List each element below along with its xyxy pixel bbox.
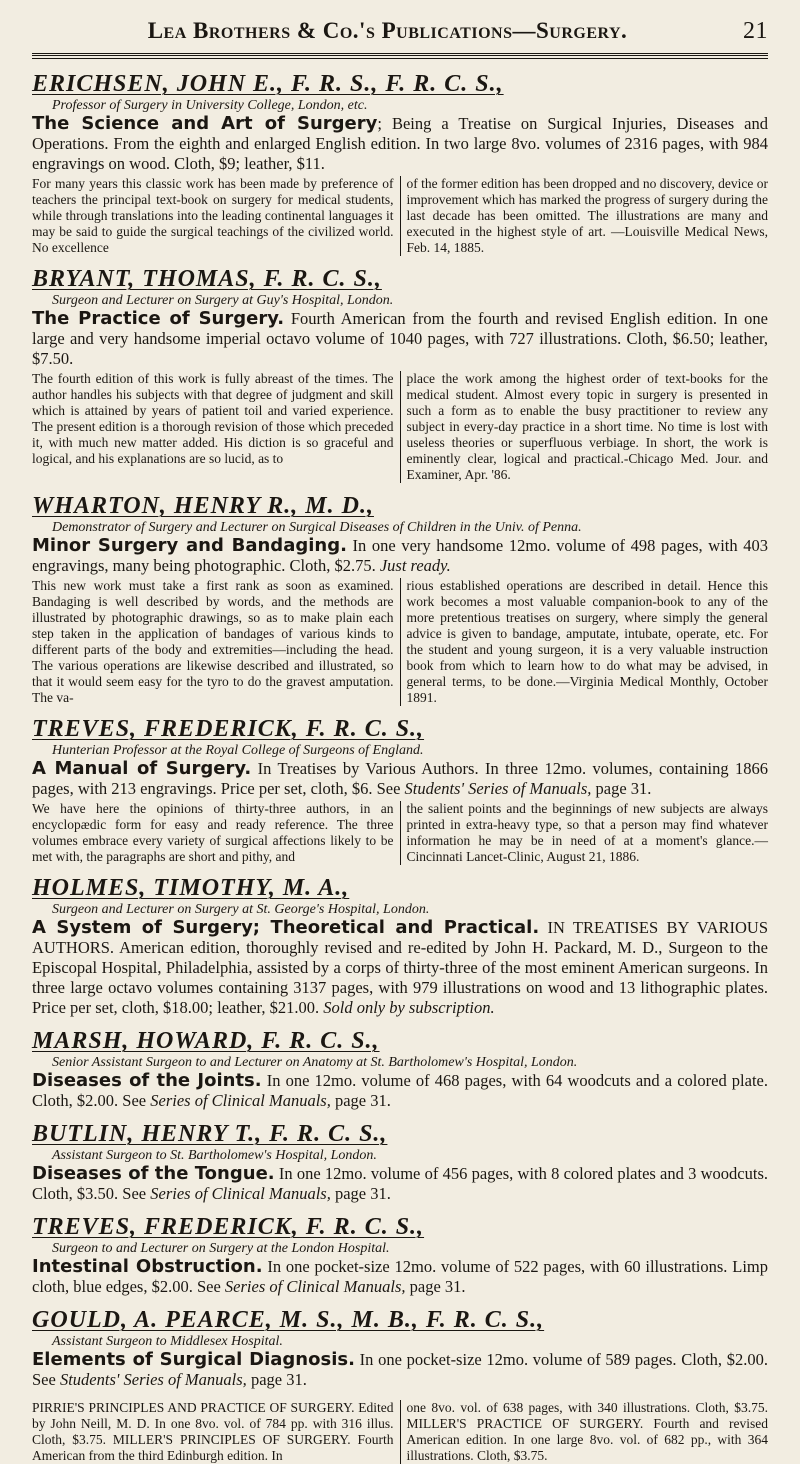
book-description (32, 309, 768, 369)
catalog-entry (32, 266, 768, 483)
book-note: Just ready. (379, 556, 451, 575)
author-name: ERICHSEN, JOHN E., F. R. S., F. R. C. S., (32, 71, 504, 97)
author-name: TREVES, FREDERICK, F. R. C. S., (32, 716, 425, 742)
book-note: Series of Clinical Manuals, (224, 1277, 406, 1296)
book-note: Students' Series of Manuals, (59, 1370, 247, 1389)
review-left-column: We have here the opinions of thirty-three authors, in an encyclopædic form for easy and ready reference. The three volumes embrace every variety of surgical affections likely to be met with, the paragraphs are short and pithy, and (32, 801, 401, 865)
review-right-column: the salient points and the beginnings of new subjects are always printed in extra-heavy type, so that a person may find whatever information he may be in need of at a moment's glance.—Cincinnati Lancet-Clinic, August 21, 1886. (406, 801, 768, 864)
book-title: The Science and Art of Surgery (32, 113, 378, 134)
review-left-column: The fourth edition of this work is fully abreast of the times. The author handles his subjects with that degree of judgment and skill which is attained by years of patient toil and varied experience. The present edition is a thorough revision of those which preceded it, with much new matter added. His diction is so graceful and logical, and his explanations are so lucid, as to (32, 371, 401, 483)
author-name: BRYANT, THOMAS, F. R. C. S., (32, 266, 382, 292)
catalog-entry (32, 1028, 768, 1111)
book-title: Elements of Surgical Diagnosis. (32, 1349, 355, 1370)
book-title: A Manual of Surgery. (32, 758, 252, 779)
author-name: GOULD, A. PEARCE, M. S., M. B., F. R. C. S., (32, 1307, 545, 1333)
book-details-tail: page 31. (591, 779, 652, 798)
author-affiliation: Surgeon and Lecturer on Surgery at St. George's Hospital, London. (52, 902, 430, 917)
book-title: Diseases of the Tongue. (32, 1163, 275, 1184)
review-right-column: rious established operations are described in detail. Hence this work becomes a most valuable companion-book to any of the more pretentious treatises on surgery, where simply the general advice is given to bandage, amputate, intubate, operate, etc. For the student and young surgeon, it is a very valuable instruction book from which to learn how to do what may be advised, in general terms, to be done.—Virginia Medical Monthly, October 1891. (406, 578, 768, 705)
author-affiliation: Assistant Surgeon to Middlesex Hospital. (52, 1334, 283, 1349)
review-quote (32, 578, 768, 706)
book-note: Students' Series of Manuals, (404, 779, 592, 798)
book-description (32, 1257, 768, 1297)
book-details-tail: page 31. (330, 1184, 391, 1203)
author-affiliation: Hunterian Professor at the Royal College of Surgeons of England. (52, 743, 424, 758)
book-title: Diseases of the Joints. (32, 1070, 262, 1091)
catalog-entry (32, 493, 768, 706)
book-note: Sold only by subscription. (323, 998, 495, 1017)
book-details: IN TREATISES BY VARIOUS AUTHORS. American edition, thoroughly revised and re-edited by John H. Packard, M. D., Surgeon to the Episcopal Hospital, Philadelphia, assisted by a corps of thirty-three of the most eminent American surgeons. In three large octavo volumes containing 3137 pages, with 979 illustrations on wood and 13 lithographic plates. Price per set, cloth, $18.00; leather, $21.00. (32, 918, 768, 1017)
catalog-entry (32, 71, 768, 256)
book-details-tail: page 31. (246, 1370, 307, 1389)
review-right-column: of the former edition has been dropped and no discovery, device or improvement which has marked the progress of surgery during the last decade has been omitted. The illustrations are many and executed in the highest style of art. —Louisville Medical News, Feb. 14, 1885. (406, 176, 768, 255)
book-description (32, 918, 768, 1018)
header-title: Lea Brothers & Co.'s Publications—Surgery. (147, 18, 628, 43)
author-name: TREVES, FREDERICK, F. R. C. S., (32, 1214, 425, 1240)
author-name: BUTLIN, HENRY T., F. R. C. S., (32, 1121, 388, 1147)
book-details: In one pocket-size 12mo. volume of 522 pages, with 60 illustrations. Limp cloth, blue edges, $2.00. See (32, 1257, 768, 1296)
book-note: Series of Clinical Manuals, (150, 1184, 331, 1203)
review-quote (32, 371, 768, 483)
catalog-entry (32, 716, 768, 865)
author-name: WHARTON, HENRY R., M. D., (32, 493, 374, 519)
book-description (32, 114, 768, 174)
review-quote (32, 176, 768, 256)
book-details: In one pocket-size 12mo. volume of 589 pages. Cloth, $2.00. See (32, 1350, 768, 1389)
author-affiliation: Professor of Surgery in University College, London, etc. (52, 98, 368, 113)
book-details: Fourth American from the fourth and revised English edition. In one large and very handsome imperial octavo volume of 1040 pages, with 727 illustrations. Cloth, $6.50; leather, $7.50. (32, 309, 768, 368)
footer-right: one 8vo. vol. of 638 pages, with 340 illustrations. Cloth, $3.75. MILLER'S PRACTICE OF SURGERY. Fourth and revised American edition. In one large 8vo. vol. of 682 pp., with 364 illustrations. Cloth, $3.75. (406, 1400, 768, 1463)
book-description (32, 1071, 768, 1111)
book-details-tail: page 31. (330, 1091, 391, 1110)
book-title: The Practice of Surgery. (32, 308, 285, 329)
book-details: ; Being a Treatise on Surgical Injuries, Diseases and Operations. From the eighth and enlarged English edition. In two large 8vo. volumes of 2316 pages, with 984 engravings on wood. Cloth, $9; leather, $11. (32, 114, 768, 173)
book-description (32, 1164, 768, 1204)
review-right-column: place the work among the highest order of text-books for the medical student. Almost every topic in surgery is presented in such a form as to enable the busy practitioner to review any subject in every-day practice in a short time. No time is lost with useless theories or superfluous verbiage. In short, the work is eminently clear, logical and practical.-Chicago Med. Jour. and Examiner, Apr. '86. (406, 371, 768, 482)
catalog-entry (32, 1307, 768, 1390)
review-left-column: For many years this classic work has been made by preference of teachers the principal text-book on surgery for medical students, while through translations into the leading continental languages it may be said to guide the surgical teachings of the civilized world. No excellence (32, 176, 401, 256)
entries-list (32, 71, 768, 1390)
book-details: In one very handsome 12mo. volume of 498 pages, with 403 engravings, many being photographic. Cloth, $2.75. (32, 536, 769, 575)
book-details-tail: page 31. (405, 1277, 466, 1296)
author-affiliation: Surgeon to and Lecturer on Surgery at the London Hospital. (52, 1241, 390, 1256)
page-header (32, 18, 768, 45)
author-affiliation: Senior Assistant Surgeon to and Lecturer on Anatomy at St. Bartholomew's Hospital, London. (52, 1055, 578, 1070)
header-rule (32, 53, 768, 59)
book-title: Intestinal Obstruction. (32, 1256, 263, 1277)
book-note: Series of Clinical Manuals, (150, 1091, 331, 1110)
page-number: 21 (743, 18, 768, 44)
footer-left: PIRRIE'S PRINCIPLES AND PRACTICE OF SURGERY. Edited by John Neill, M. D. In one 8vo. vol. of 784 pp. with 316 illus. Cloth, $3.75. MILLER'S PRINCIPLES OF SURGERY. Fourth American from the third Edinburgh edition. In (32, 1400, 401, 1464)
review-left-column: This new work must take a first rank as soon as examined. Bandaging is well described by words, and the methods are illustrated by photographic drawings, so as to make plain each step taken in the application of bandages of various kinds to different parts of the body and extremities—including the head. The various operations are likewise described and illustrated, so that it would seem easy for the tyro to do the gravest amputation. The va- (32, 578, 401, 706)
book-description (32, 759, 768, 799)
book-details: In one 12mo. volume of 456 pages, with 8 colored plates and 3 woodcuts. Cloth, $3.50. See (32, 1164, 768, 1203)
author-name: MARSH, HOWARD, F. R. C. S., (32, 1028, 380, 1054)
footer-listing (32, 1400, 768, 1464)
book-title: A System of Surgery; Theoretical and Practical. (32, 917, 540, 938)
author-name: HOLMES, TIMOTHY, M. A., (32, 875, 350, 901)
catalog-entry (32, 1214, 768, 1297)
book-description (32, 1350, 768, 1390)
author-affiliation: Assistant Surgeon to St. Bartholomew's Hospital, London. (52, 1148, 377, 1163)
book-description (32, 536, 768, 576)
catalog-entry (32, 875, 768, 1018)
book-details: In one 12mo. volume of 468 pages, with 64 woodcuts and a colored plate. Cloth, $2.00. See (32, 1071, 768, 1110)
author-affiliation: Surgeon and Lecturer on Surgery at Guy's Hospital, London. (52, 293, 394, 308)
book-details: In Treatises by Various Authors. In three 12mo. volumes, containing 1866 pages, with 213 engravings. Price per set, cloth, $6. See (32, 759, 768, 798)
review-quote (32, 801, 768, 865)
book-title: Minor Surgery and Bandaging. (32, 535, 347, 556)
catalog-entry (32, 1121, 768, 1204)
author-affiliation: Demonstrator of Surgery and Lecturer on Surgical Diseases of Children in the Univ. of Penna. (52, 520, 582, 535)
